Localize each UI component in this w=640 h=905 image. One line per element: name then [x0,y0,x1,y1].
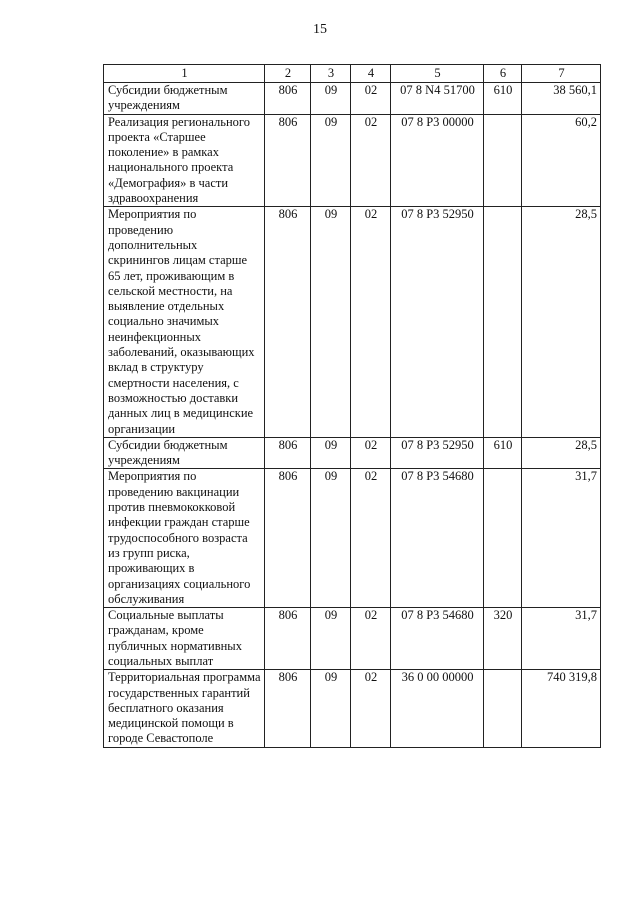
row-code-subsection: 02 [351,608,391,670]
budget-table [103,64,601,748]
row-code-ministry: 806 [265,437,311,469]
row-code-expense-type: 610 [484,437,522,469]
row-amount: 31,7 [522,608,601,670]
row-code-ministry: 806 [265,608,311,670]
row-code-subsection: 02 [351,83,391,115]
row-name: Мероприятия по проведению вакцинации против пневмококковой инфекции граждан старше трудоспособного возраста из групп риска, проживающих в организациях социального обслуживания [104,469,265,608]
row-name: Реализация регионального проекта «Старшее поколение» в рамках национального проекта «Демография» в части здравоохранения [104,114,265,207]
row-code-ministry: 806 [265,670,311,747]
header-row [104,65,601,83]
row-code-expense-type [484,469,522,608]
row-amount: 28,5 [522,207,601,437]
row-code-target: 07 8 N4 51700 [391,83,484,115]
row-code-ministry: 806 [265,83,311,115]
row-code-section: 09 [311,608,351,670]
row-code-target: 07 8 P3 52950 [391,437,484,469]
row-code-section: 09 [311,207,351,437]
header-col-4: 4 [351,65,391,83]
row-code-expense-type [484,114,522,207]
row-code-expense-type [484,207,522,437]
table-row [104,670,601,747]
row-code-subsection: 02 [351,207,391,437]
row-code-section: 09 [311,114,351,207]
table-row [104,207,601,437]
row-code-target: 07 8 P3 54680 [391,608,484,670]
row-name: Субсидии бюджетным учреждениям [104,83,265,115]
row-code-section: 09 [311,437,351,469]
row-name: Территориальная программа государственных гарантий бесплатного оказания медицинской помощи в городе Севастополе [104,670,265,747]
row-code-expense-type: 610 [484,83,522,115]
header-col-5: 5 [391,65,484,83]
row-code-subsection: 02 [351,469,391,608]
row-code-expense-type: 320 [484,608,522,670]
table-row [104,437,601,469]
table-row [104,83,601,115]
row-code-section: 09 [311,83,351,115]
row-amount: 31,7 [522,469,601,608]
row-name: Субсидии бюджетным учреждениям [104,437,265,469]
row-code-expense-type [484,670,522,747]
header-col-7: 7 [522,65,601,83]
row-code-target: 07 8 P3 00000 [391,114,484,207]
row-amount: 60,2 [522,114,601,207]
page-number: 15 [313,22,327,37]
row-amount: 28,5 [522,437,601,469]
row-name: Мероприятия по проведению дополнительных скринингов лицам старше 65 лет, проживающим в сельской местности, на выявление отдельных социально значимых неинфекционных заболеваний, оказывающих вклад в структуру смертности населения, с возможностью доставки данных лиц в медицинские организации [104,207,265,437]
header-col-3: 3 [311,65,351,83]
row-code-ministry: 806 [265,469,311,608]
row-code-target: 07 8 P3 54680 [391,469,484,608]
row-code-target: 07 8 P3 52950 [391,207,484,437]
header-col-2: 2 [265,65,311,83]
header-col-1: 1 [104,65,265,83]
row-code-subsection: 02 [351,670,391,747]
header-col-6: 6 [484,65,522,83]
table-row [104,114,601,207]
row-code-subsection: 02 [351,114,391,207]
row-code-section: 09 [311,469,351,608]
row-amount: 740 319,8 [522,670,601,747]
row-code-target: 36 0 00 00000 [391,670,484,747]
table-row [104,608,601,670]
row-name: Социальные выплаты гражданам, кроме публичных нормативных социальных выплат [104,608,265,670]
row-code-section: 09 [311,670,351,747]
row-code-ministry: 806 [265,114,311,207]
row-amount: 38 560,1 [522,83,601,115]
row-code-ministry: 806 [265,207,311,437]
table-row [104,469,601,608]
row-code-subsection: 02 [351,437,391,469]
